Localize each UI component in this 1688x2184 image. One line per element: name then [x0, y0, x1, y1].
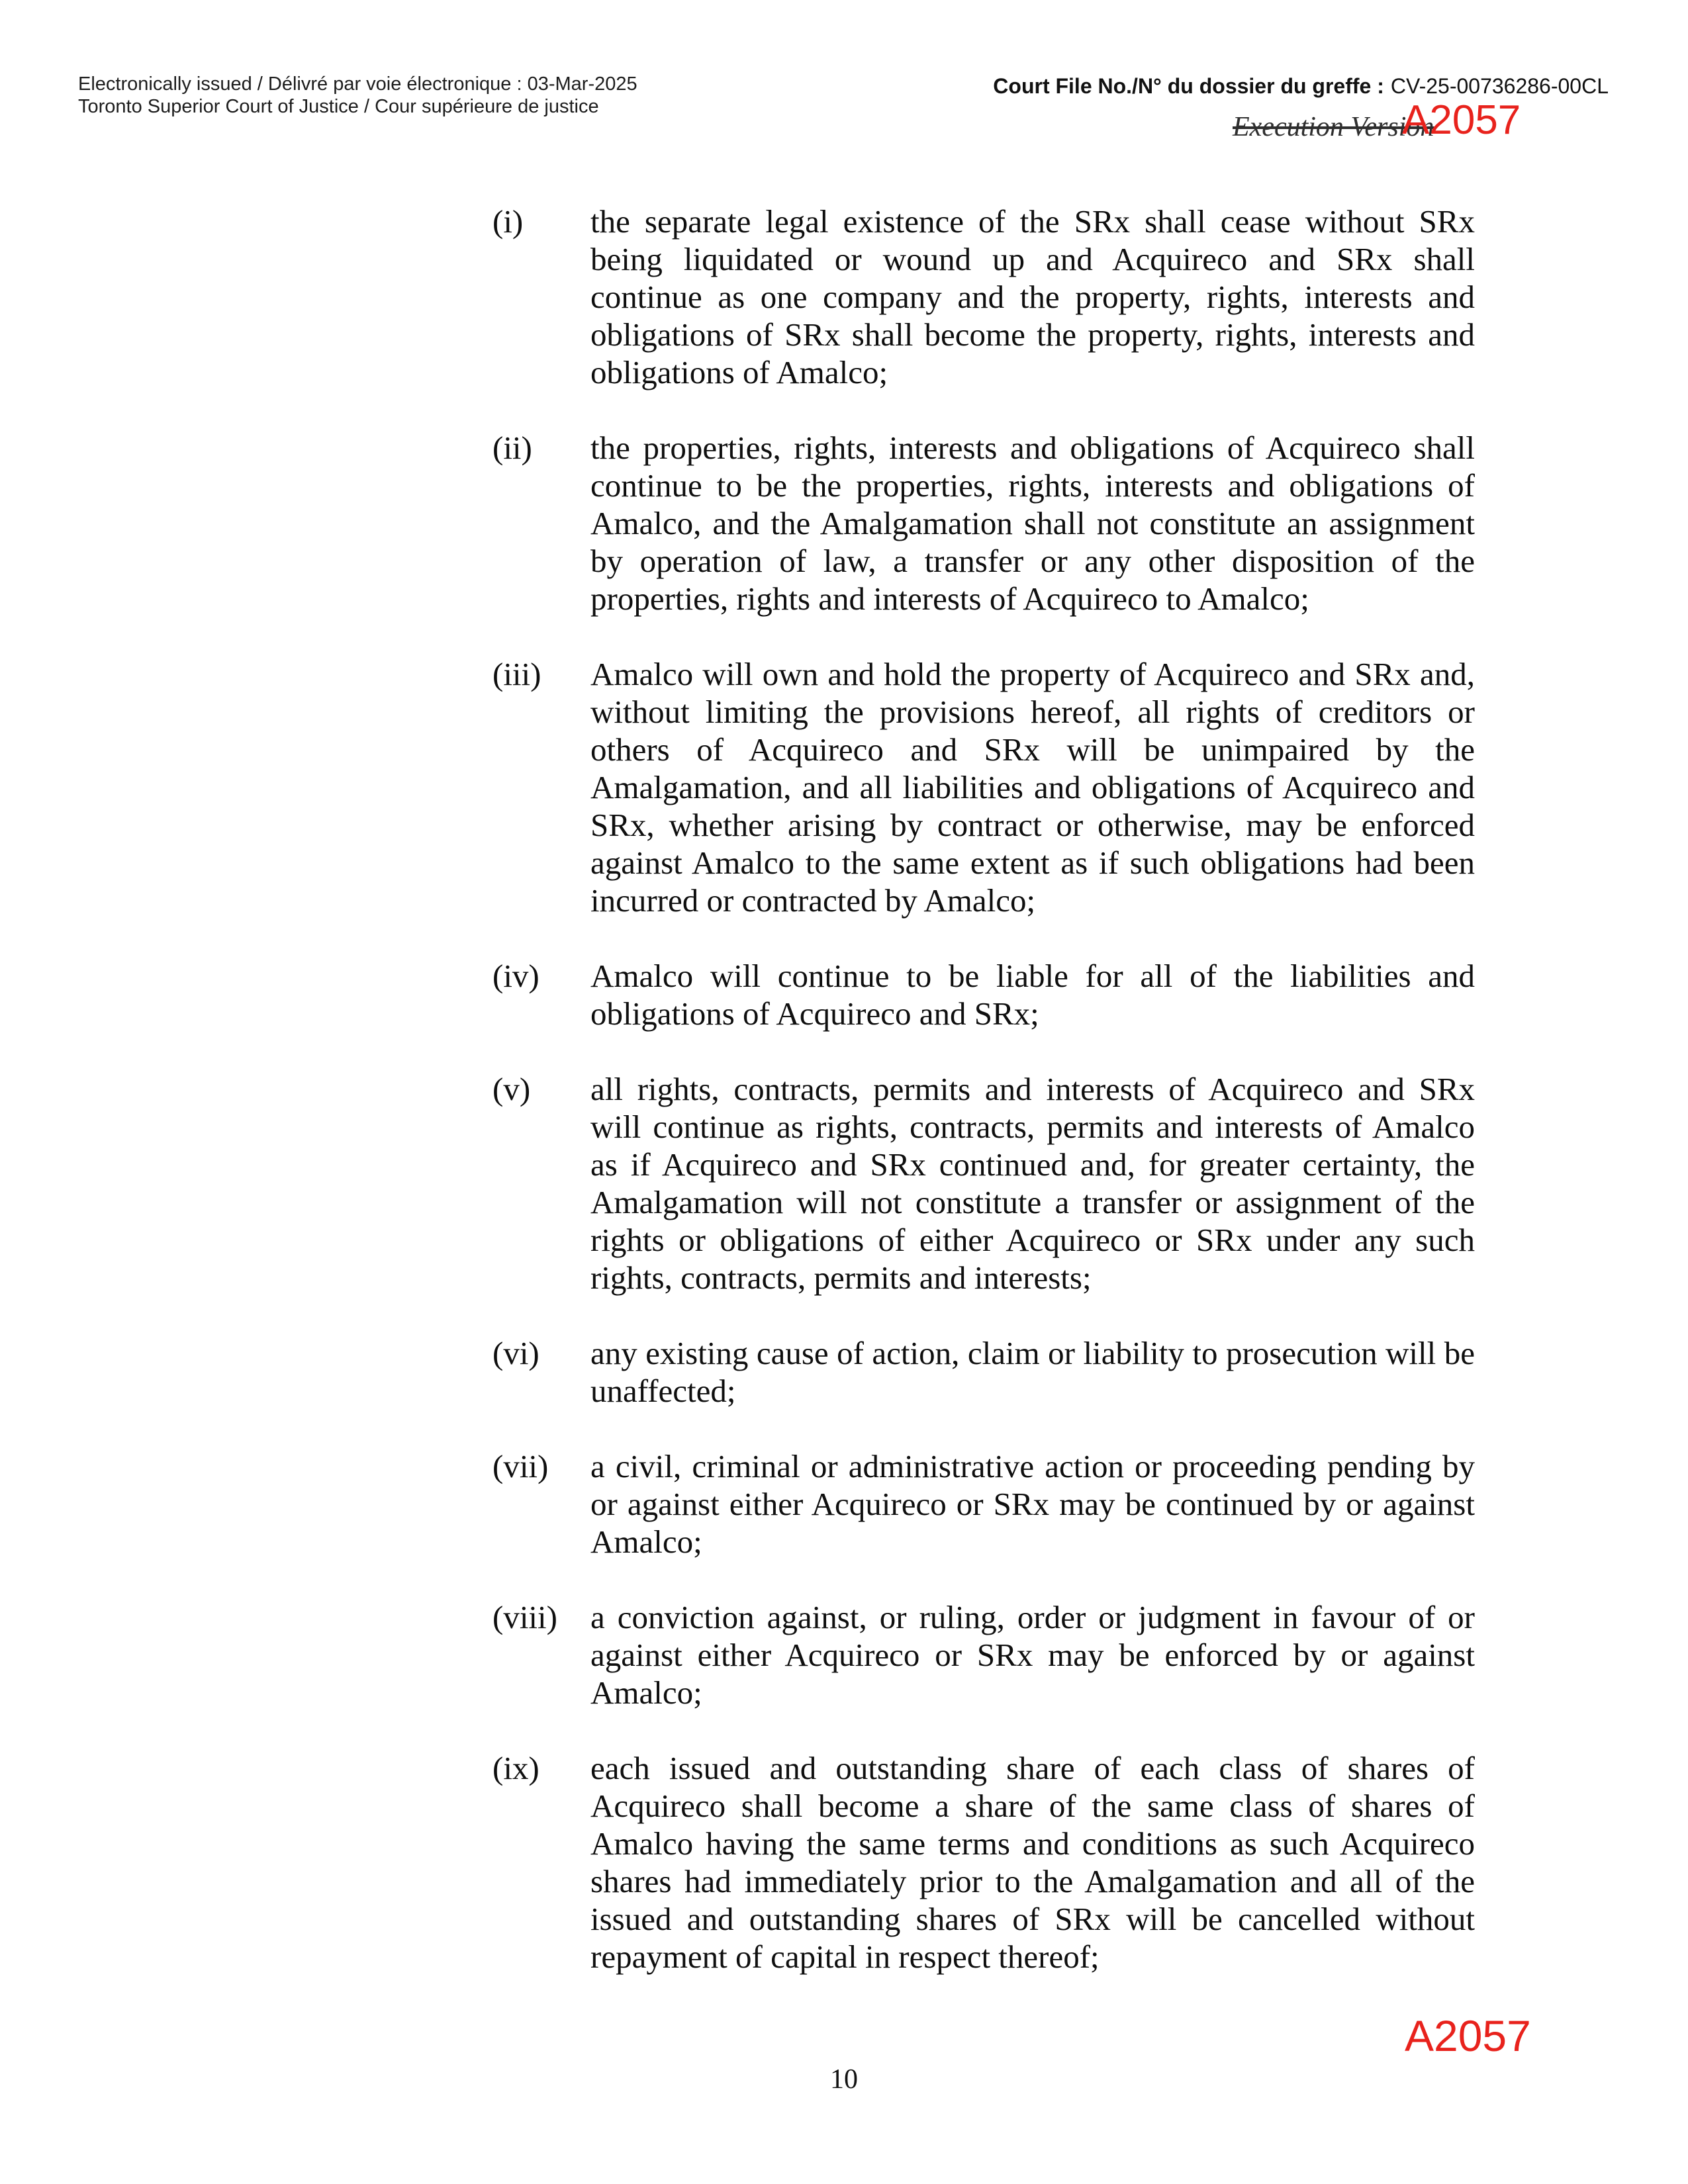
clause-text: all rights, contracts, permits and interests of Acquireco and SRx will continue as rights, contracts, permits and interests of Amalco as if Acquireco and SRx continued and, for greater certainty, the Amalgamation will not constitute a transfer or assignment of the rights or obligations of either Acquireco or SRx under any such rights, contracts, permits and interests; [590, 1071, 1475, 1296]
clause-text: the properties, rights, interests and obligations of Acquireco shall continue to be the properties, rights, interests and obligations of Amalco, and the Amalgamation shall not constitute an assignment by operation of law, a transfer or any other disposition of the properties, rights and interests of Acquireco to Amalco; [590, 430, 1475, 617]
page-number: 10 [830, 2064, 858, 2095]
clause-number: (i) [492, 203, 524, 240]
clause-number: (ix) [492, 1750, 539, 1786]
clause-list [492, 203, 1475, 2013]
clause-number: (v) [492, 1071, 531, 1107]
electronic-issue-line2: Toronto Superior Court of Justice / Cour supérieure de justice [78, 96, 599, 117]
clause-text: the separate legal existence of the SRx shall cease without SRx being liquidated or wound up and Acquireco and SRx shall continue as one company and the property, rights, interests and obligations of SRx shall become the property, rights, interests and obligations of Amalco; [590, 203, 1475, 390]
clause-number: (iii) [492, 656, 541, 692]
list-item [492, 1749, 1475, 1976]
electronic-issue-line1: Electronically issued / Délivré par voie électronique : 03-Mar-2025 [78, 73, 637, 95]
list-item [492, 1070, 1475, 1297]
list-item [492, 203, 1475, 391]
electronic-issue-stamp [78, 73, 637, 118]
exhibit-stamp-bottom: A2057 [1405, 2011, 1531, 2060]
list-item [492, 429, 1475, 617]
court-file-header [993, 74, 1609, 99]
clause-number: (iv) [492, 958, 539, 994]
list-item [492, 1334, 1475, 1410]
execution-version-note: Execution Version [1233, 112, 1434, 142]
clause-text: a conviction against, or ruling, order or judgment in favour of or against either Acquireco or SRx may be enforced by or against Amalco; [590, 1599, 1475, 1711]
clause-text: each issued and outstanding share of each class of shares of Acquireco shall become a share of the same class of shares of Amalco having the same terms and conditions as such Acquireco shares had immediately prior to the Amalgamation and all of the issued and outstanding shares of SRx will be cancelled without repayment of capital in respect thereof; [590, 1750, 1475, 1975]
court-file-label: Court File No./N° du dossier du greffe : [993, 74, 1384, 98]
list-item [492, 1447, 1475, 1561]
clause-text: Amalco will own and hold the property of Acquireco and SRx and, without limiting the provisions hereof, all rights of creditors or others of Acquireco and SRx will be unimpaired by the Amalgamation, and all liabilities and obligations of Acquireco and SRx, whether arising by contract or otherwise, may be enforced against Amalco to the same extent as if such obligations had been incurred or contracted by Amalco; [590, 656, 1475, 919]
list-item [492, 957, 1475, 1032]
clause-text: any existing cause of action, claim or liability to prosecution will be unaffected; [590, 1335, 1475, 1409]
clause-number: (vi) [492, 1335, 539, 1371]
exhibit-stamp-top: A2057 [1402, 97, 1521, 143]
court-file-number: CV-25-00736286-00CL [1390, 74, 1609, 98]
list-item [492, 1598, 1475, 1711]
list-item [492, 655, 1475, 919]
clause-text: a civil, criminal or administrative action or proceeding pending by or against either Acquireco or SRx may be continued by or against Amalco; [590, 1448, 1475, 1560]
clause-number: (viii) [492, 1599, 557, 1635]
clause-text: Amalco will continue to be liable for all of the liabilities and obligations of Acquireco and SRx; [590, 958, 1475, 1032]
clause-number: (ii) [492, 430, 532, 466]
clause-number: (vii) [492, 1448, 549, 1484]
